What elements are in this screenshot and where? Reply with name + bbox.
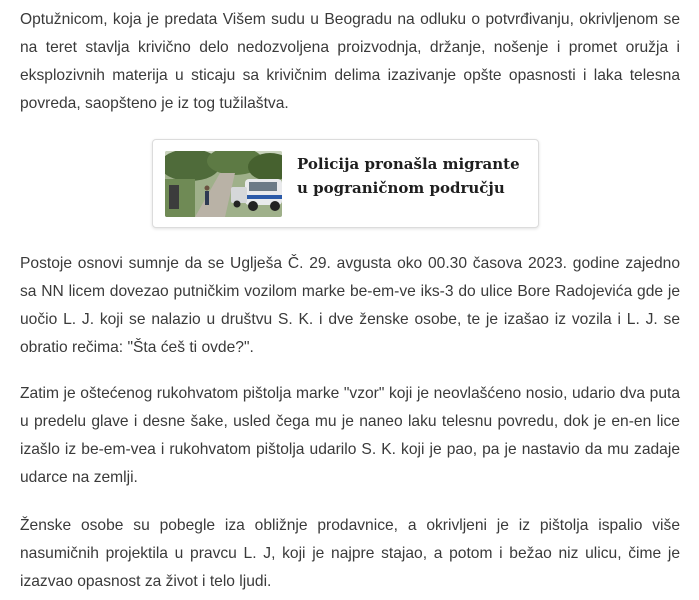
related-article-title: Policija pronašla migrante u pograničnom području <box>297 155 520 197</box>
related-article-thumbnail <box>165 151 282 217</box>
article-paragraph-2: Postoje osnovi sumnje da se Uglješa Č. 29. avgusta oko 00.30 časova 2023. godine zajedno sa NN licem dovezao putničkim vozilom marke be-em-ve iks-3 do ulice Bore Radojevića gde je uočio L. J. koji se nalazio u društvu S. K. i dve ženske osobe, te je izašao iz vozila i L. J. se obratio rečima: "Šta ćeš ti ovde?". <box>20 255 680 356</box>
article-paragraph-3: Zatim je oštećenog rukohvatom pištolja marke "vzor" koji je neovlašćeno nosio, udario dva puta u predelu glave i desne šake, usled čega mu je naneo laku telesnu povredu, dok je en-en lice izašlo iz be-em-vea i rukohvatom pištolja udarilo S. K. koji je pao, pa je nastavio da mu zadaje udarce na zemlji. <box>20 385 680 486</box>
article-paragraph-4: Ženske osobe su pobegle iza obližnje prodavnice, a okrivljeni je iz pištolja ispalio više nasumičnih projektila u pravcu L. J, koji je najpre stajao, a potom i bežao niz ulicu, čime je izazvao opasnost za život i telo ljudi. <box>20 517 680 590</box>
related-article-card[interactable] <box>152 139 539 228</box>
article-paragraph-1: Optužnicom, koja je predata Višem sudu u Beogradu na odluku o potvrđivanju, okrivljenom se na teret stavlja krivično delo nedozvoljena proizvodnja, držanje, nošenje i promet oružja i eksplozivnih materija u sticaju sa krivičnim delima izazivanje opšte opasnosti i laka telesna povreda, saopšteno je iz tog tužilaštva. <box>20 11 680 112</box>
